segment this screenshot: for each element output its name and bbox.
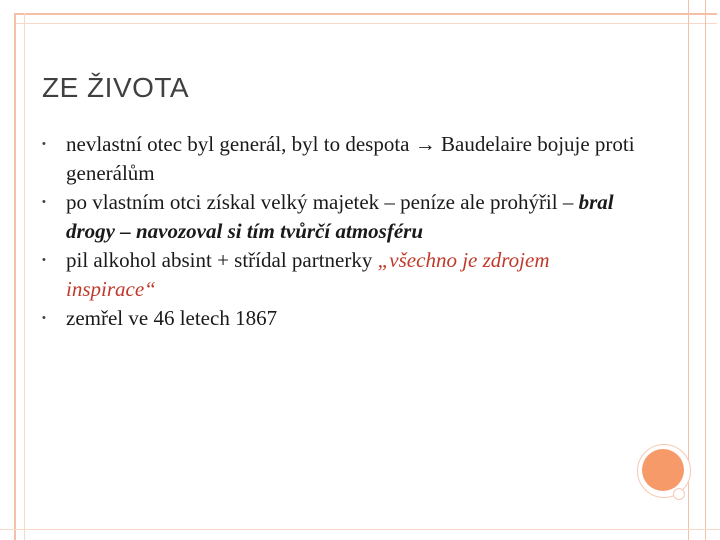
- slide-title: ZE ŽIVOTA: [42, 72, 190, 103]
- bullet-dot-icon: •: [42, 196, 46, 208]
- frame-line-bottom: [0, 529, 720, 530]
- bullet-dot-icon: •: [42, 138, 46, 150]
- frame-line-top: [14, 13, 717, 15]
- bullet-dot-icon: •: [42, 312, 46, 324]
- bullet-item: [42, 188, 642, 246]
- bullet-text: zemřel ve 46 letech 1867: [66, 306, 278, 330]
- bullet-item: [42, 130, 642, 188]
- decor-circle-accent: [642, 449, 684, 491]
- bullet-text: pil alkohol absint + střídal partnerky: [66, 248, 378, 272]
- bullet-dot-icon: •: [42, 254, 46, 266]
- bullet-text-emphasis: bral drogy – navozoval si tím tvůrčí atmosféru: [66, 190, 614, 243]
- bullet-text: po vlastním otci získal velký majetek – peníze ale prohýřil –: [66, 190, 579, 214]
- frame-line-left-inner: [24, 13, 25, 540]
- bullet-item: [42, 246, 642, 304]
- frame-line-right-outer: [705, 0, 706, 540]
- decor-circle-small: [673, 488, 685, 500]
- frame-line-left: [14, 13, 16, 540]
- bullet-list: [42, 130, 642, 333]
- bullet-item: [42, 304, 642, 333]
- bullet-quote: „všechno je zdrojem inspirace“: [66, 248, 550, 301]
- bullet-text: nevlastní otec byl generál, byl to despota → Baudelaire bojuje proti generálům: [66, 132, 635, 185]
- frame-line-top-inner: [14, 23, 717, 24]
